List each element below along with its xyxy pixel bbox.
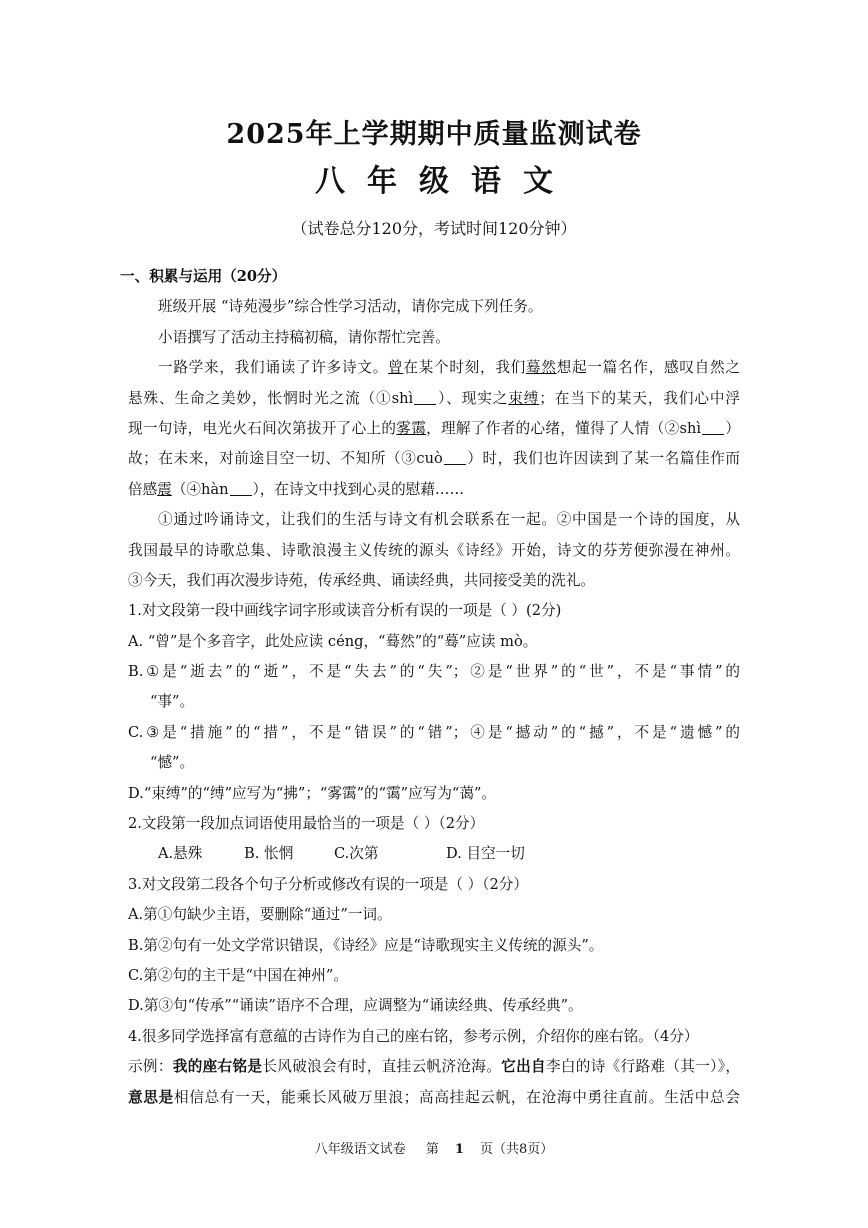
question-3-option-b: B.第②句有一处文学常识错误，《诗经》应是“诗歌现实主义传统的源头”。 [128, 936, 604, 954]
question-2-options [128, 839, 740, 869]
passage-p1-line-4: 故；在未来，对前途目空一切、不知所（③cuò ）时，我们也许因读到了某一名篇佳作而 [128, 450, 740, 468]
question-1-option-b-cont: “事”。 [150, 693, 195, 711]
exam-note: （试卷总分120分，考试时间120分钟） [291, 219, 577, 238]
passage-p1-line-2: 悬殊、生命之美妙，怅惘时光之流（①shì ）、现实之束缚；在当下的某天，我们心中浮 [128, 389, 740, 407]
question-1-option-d: D.“束缚”的“缚”应写为“拂”；“雾霭”的“霭”应写为“蔼”。 [128, 784, 497, 802]
footer-page-suffix: 页（共8页） [479, 1142, 554, 1157]
question-1-option-c: C.③是“措施”的“措”，不是“错误”的“错”；④是“撼动”的“撼”，不是“遗憾”的 [128, 723, 740, 741]
underlined-word: 束缚 [508, 389, 540, 407]
question-1-stem: 1.对文段第一段中画线字词字形或读音分析有误的一项是（ ）(2分) [128, 602, 562, 620]
answer-blank[interactable] [702, 420, 724, 435]
footer-page-number: 1 [454, 1142, 464, 1157]
exam-title: 2025年上学期期中质量监测试卷 [226, 119, 642, 150]
question-4-example-line-2: 意思是相信总有一天，能乘长风破万里浪；高高挂起云帆，在沧海中勇往直前。生活中总会 [128, 1088, 740, 1106]
underlined-word: 曾 [388, 359, 404, 377]
question-3-option-a: A.第①句缺少主语，要删除“通过”一词。 [128, 906, 392, 924]
passage-p2-line-3: ③今天，我们再次漫步诗苑，传承经典、诵读经典，共同接受美的洗礼。 [128, 571, 596, 589]
question-2-option-a: A.悬殊 [158, 845, 203, 863]
question-3-option-c: C.第②句的主干是“中国在神州”。 [128, 966, 348, 984]
passage-p1-line-5: 倍感震（④hàn ），在诗文中找到心灵的慰藉…… [128, 480, 465, 498]
question-2-option-d: D. 目空一切 [446, 845, 525, 863]
answer-blank[interactable] [230, 481, 252, 496]
question-1-option-a: A. “曾”是个多音字，此处应读 céng，“蓦然”的“蓦”应读 mò。 [128, 632, 538, 650]
exam-subtitle: 八年级语文 [315, 164, 575, 199]
underlined-word: 震 [157, 480, 172, 498]
page-footer [0, 1138, 868, 1157]
question-3-option-d: D.第③句“传承”“诵读”语序不合理，应调整为“诵读经典、传承经典”。 [128, 997, 583, 1015]
passage-p1-line-3: 现一句诗，电光火石间次第拔开了心上的雾霭，理解了作者的心绪，懂得了人情（②shì ） [128, 419, 740, 437]
section-heading: 一、积累与运用（20分） [120, 268, 287, 285]
question-1-option-c-cont: “憾”。 [150, 754, 195, 772]
passage-p2-line-1: ①通过吟诵诗文，让我们的生活与诗文有机会联系在一起。②中国是一个诗的国度，从 [158, 511, 740, 529]
passage-p2-line-2: 我国最早的诗歌总集、诗歌浪漫主义传统的源头《诗经》开始，诗文的芬芳便弥漫在神州。 [128, 541, 740, 559]
question-4-stem: 4.很多同学选择富有意蕴的古诗作为自己的座右铭，参考示例，介绍你的座右铭。（4分） [128, 1027, 699, 1045]
question-2-stem: 2.文段第一段加点词语使用最恰当的一项是（ ）（2分） [128, 815, 485, 833]
question-3-stem: 3.对文段第二段各个句子分析或修改有误的一项是（ ）（2分） [128, 875, 528, 893]
question-2-option-c: C.次第 [334, 845, 379, 863]
intro-line-1: 班级开展 “诗苑漫步”综合性学习活动，请你完成下列任务。 [158, 298, 543, 316]
intro-line-2: 小语撰写了活动主持稿初稿，请你帮忙完善。 [158, 328, 450, 346]
question-2-option-b: B. 怅惘 [244, 845, 294, 863]
footer-exam-name: 八年级语文试卷 [314, 1142, 406, 1157]
question-1-option-b: B.①是“逝去”的“逝”，不是“失去”的“失”；②是“世界”的“世”，不是“事情”的 [128, 663, 740, 681]
question-4-example-line-1: 示例：我的座右铭是长风破浪会有时，直挂云帆济沧海。它出自李白的诗《行路难（其一）》， [128, 1058, 740, 1076]
exam-body [120, 262, 740, 1113]
answer-blank[interactable] [444, 450, 466, 465]
footer-page-prefix: 第 [425, 1142, 439, 1157]
passage-p1-line-1: 一路学来，我们诵读了许多诗文。曾在某个时刻，我们蓦然想起一篇名作，感叹自然之 [158, 359, 740, 377]
answer-blank[interactable] [414, 390, 436, 405]
underlined-word: 蓦然 [526, 359, 557, 377]
underlined-word: 雾霭 [396, 419, 427, 437]
